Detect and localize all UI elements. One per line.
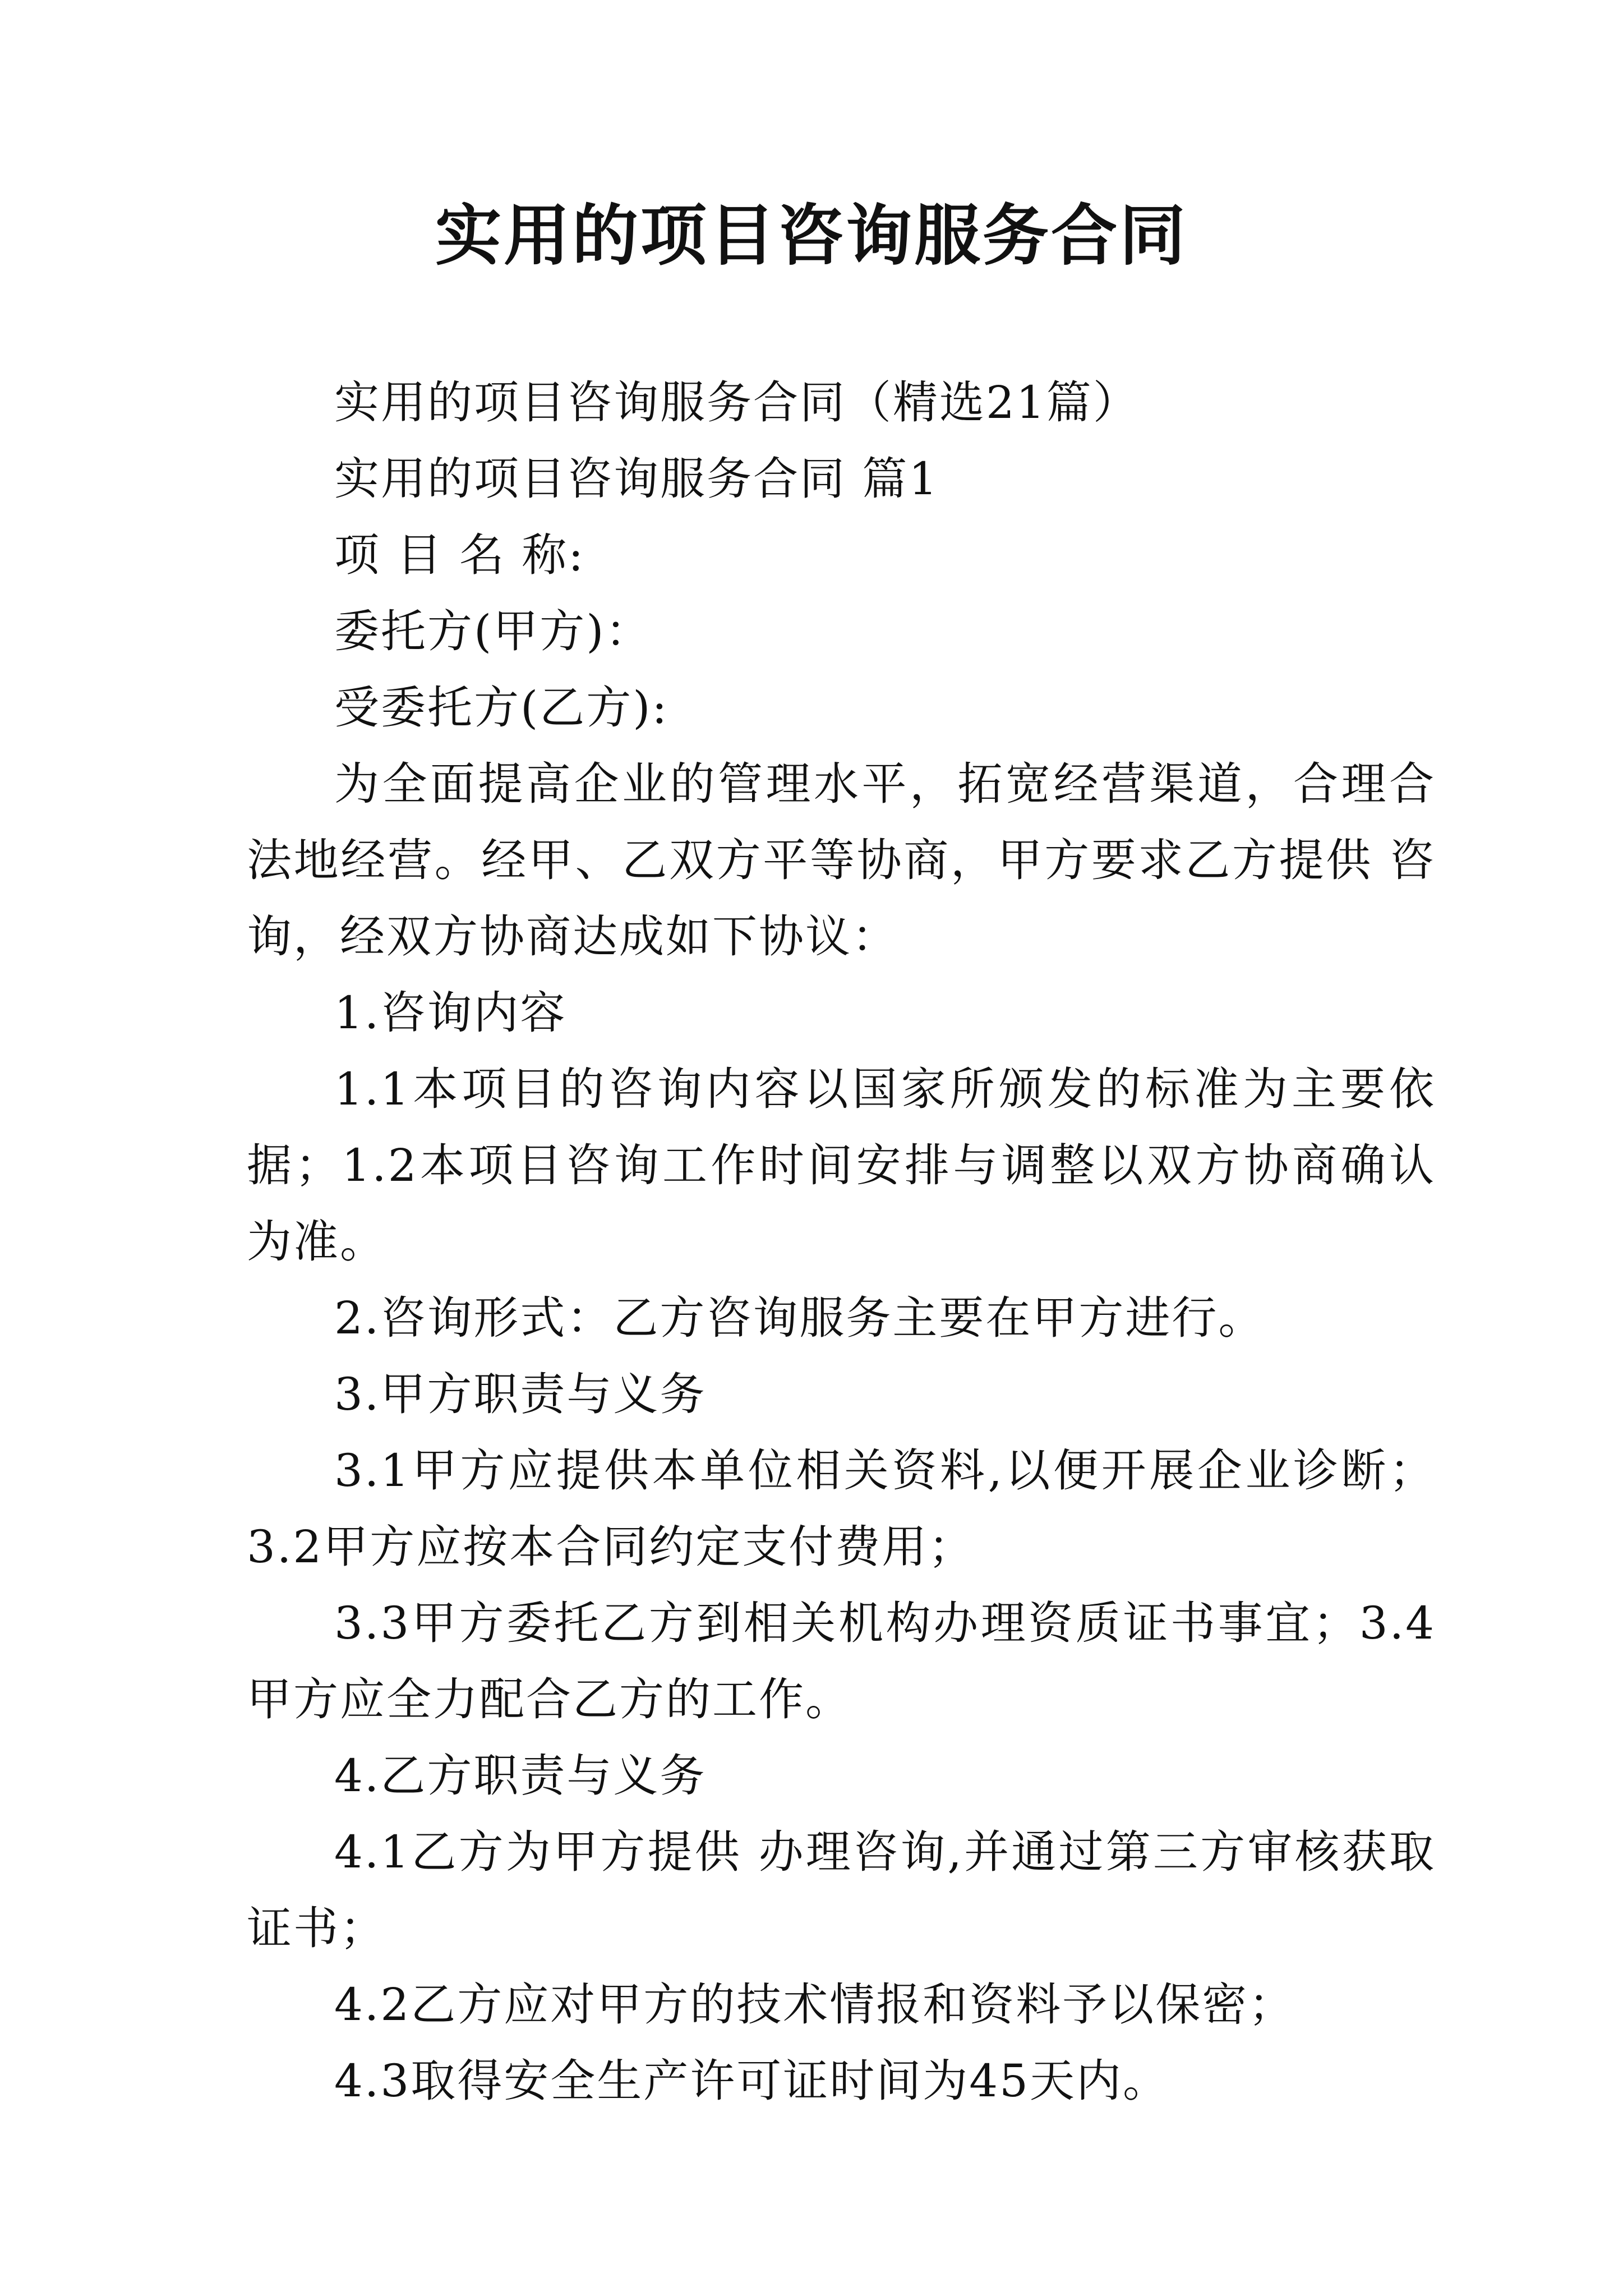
paragraph-section-3: 3.甲方职责与义务: [334, 1368, 707, 1420]
paragraph-section-1: 1.咨询内容: [334, 987, 567, 1039]
paragraph-section-4-3: 4.3取得安全生产许可证时间为45天内。: [334, 2055, 1170, 2107]
paragraph-preamble: 为全面提高企业的管理水平，拓宽经营渠道，合理合法地经营。经甲、乙双方平等协商，甲方要求乙方提供 咨询，经双方协商达成如下协议：: [247, 758, 1436, 963]
paragraph-party-a: 委托方(甲方)：: [334, 605, 652, 657]
paragraph-section-4: 4.乙方职责与义务: [334, 1750, 707, 1802]
paragraph-section-3-3: 3.3甲方委托乙方到相关机构办理资质证书事宜；3.4甲方应全力配合乙方的工作。: [247, 1597, 1436, 1726]
paragraph-section-4-1: 4.1乙方为甲方提供 办理咨询,并通过第三方审核获取证书；: [247, 1826, 1436, 1954]
paragraph-section-1-1: 1.1本项目的咨询内容以国家所颁发的标准为主要依据；1.2本项目咨询工作时间安排与调整以双方协商确认为准。: [247, 1063, 1436, 1268]
paragraph-section-3-1: 3.1甲方应提供本单位相关资料,以便开展企业诊断；3.2甲方应按本合同约定支付费用；: [247, 1444, 1436, 1573]
document-title: 实用的项目咨询服务合同: [435, 196, 1188, 274]
paragraph-subtitle: 实用的项目咨询服务合同（精选21篇）: [334, 376, 1140, 429]
paragraph-section-4-2: 4.2乙方应对甲方的技术情报和资料予以保密；: [334, 1978, 1295, 2031]
paragraph-party-b: 受委托方(乙方):: [334, 682, 669, 734]
document-body: [247, 365, 1436, 2119]
paragraph-part-heading: 实用的项目咨询服务合同 篇1: [334, 453, 939, 505]
paragraph-section-2: 2.咨询形式：乙方咨询服务主要在甲方进行。: [334, 1292, 1265, 1344]
paragraph-project-name: 项 目 名 称:: [334, 529, 585, 581]
